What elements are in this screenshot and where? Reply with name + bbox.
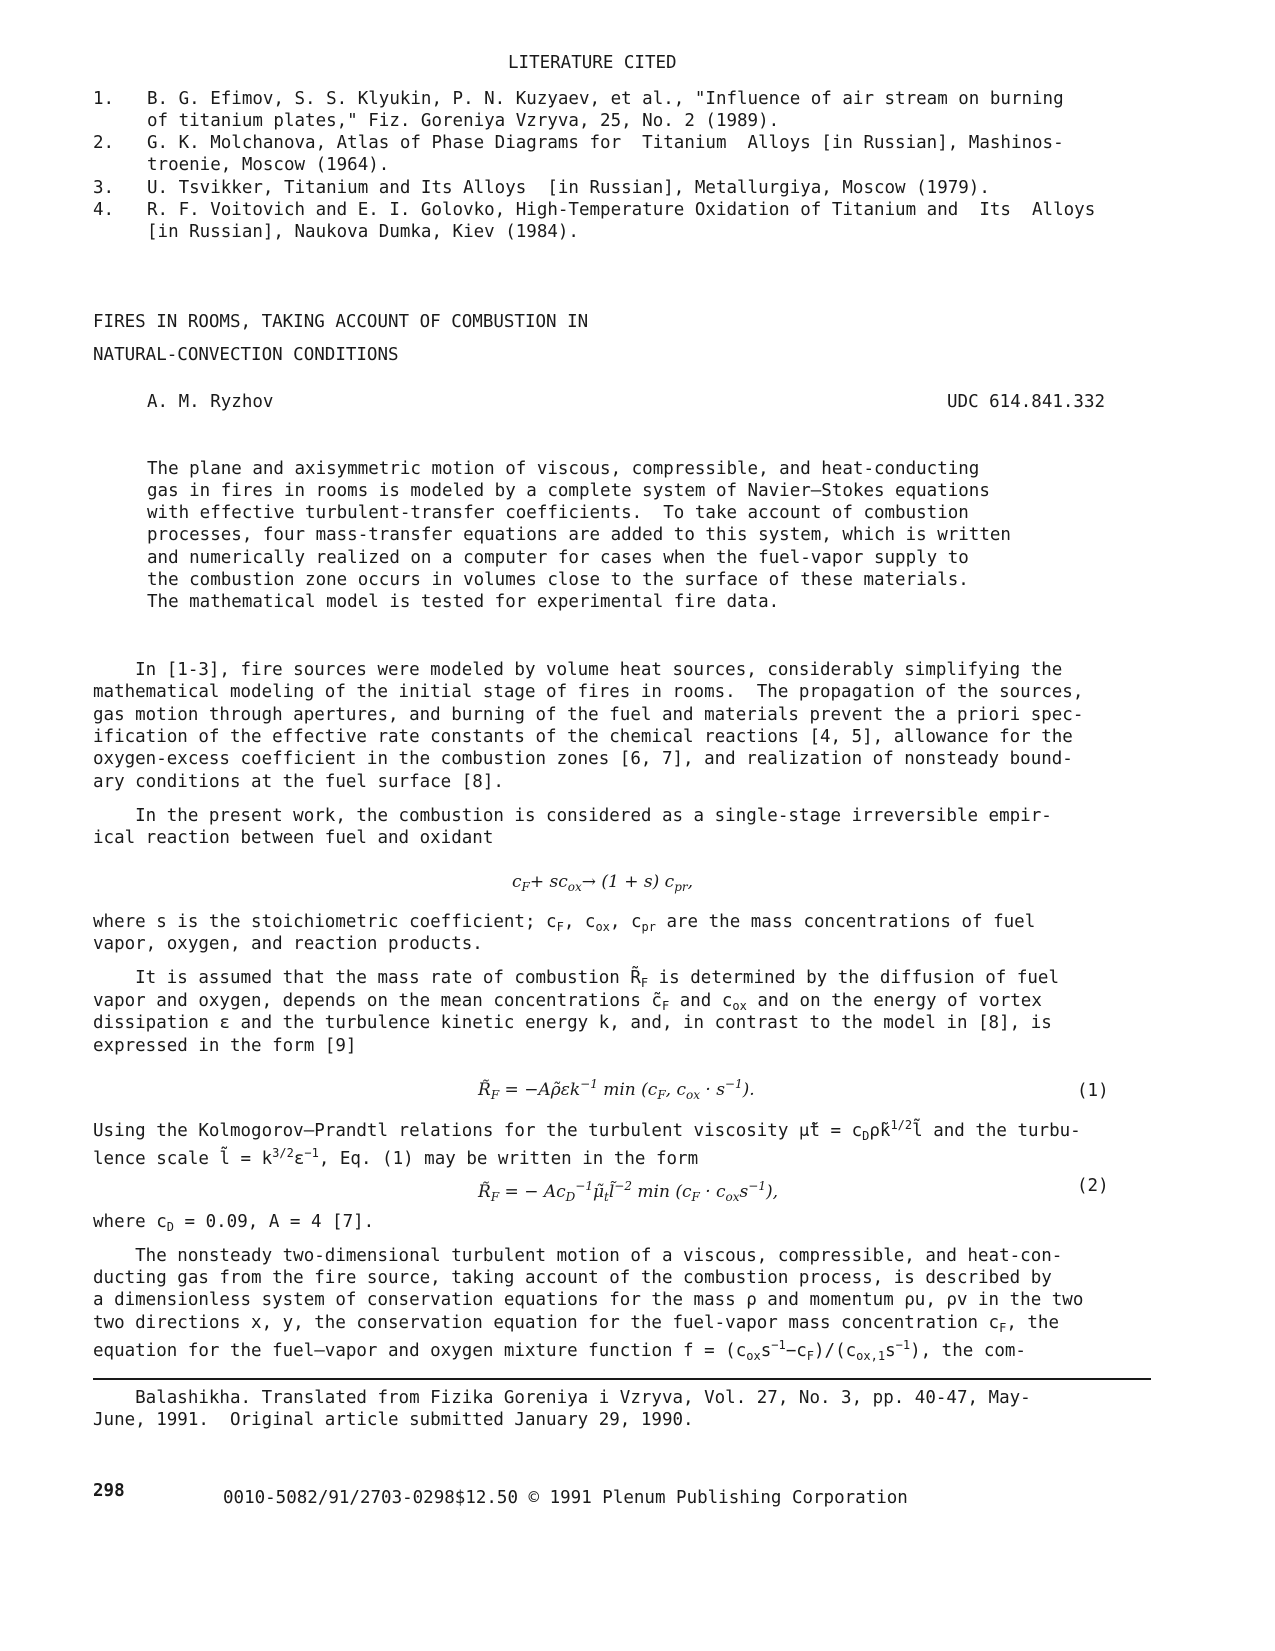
- body-line: vapor, oxygen, and reaction products.: [93, 934, 483, 954]
- body-line: dissipation ε and the turbulence kinetic energy k, and, in contrast to the model in [8], is: [93, 1013, 1052, 1033]
- abstract-line: with effective turbulent-transfer coefficients. To take account of combustion: [147, 503, 969, 523]
- reference-line: [in Russian], Naukova Dumka, Kiev (1984).: [147, 222, 579, 242]
- body-line: oxygen-excess coefficient in the combustion zones [6, 7], and realization of nonsteady bound-: [93, 749, 1073, 769]
- author: A. M. Ryzhov: [147, 392, 274, 412]
- body-line: It is assumed that the mass rate of combustion $R̃_F$ is determined by the diffusion of fuel: [93, 968, 1060, 990]
- body-line: The nonsteady two-dimensional turbulent motion of a viscous, compressible, and heat-con-: [93, 1246, 1063, 1266]
- footnote-line: June, 1991. Original article submitted January 29, 1990.: [93, 1410, 694, 1430]
- copyright-line: 0010-5082/91/2703-0298$12.50 © 1991 Plenum Publishing Corporation: [223, 1488, 908, 1508]
- reference-line: of titanium plates," Fiz. Goreniya Vzryva, 25, No. 2 (1989).: [147, 111, 780, 131]
- abstract-line: gas in fires in rooms is modeled by a complete system of Navier—Stokes equations: [147, 481, 990, 501]
- body-line: two directions x, y, the conservation equation for the fuel-vapor mass concentration $c_F$, the: [93, 1313, 1060, 1335]
- reference-line: U. Tsvikker, Titanium and Its Alloys [in Russian], Metallurgiya, Moscow (1979).: [147, 178, 990, 198]
- article-title-line: FIRES IN ROOMS, TAKING ACCOUNT OF COMBUSTION IN: [93, 312, 589, 332]
- equation-number: (2): [1077, 1176, 1109, 1196]
- equation-2: $R̃_F$ = − $Ac_D^{-1}\mũ_tl̃^{-2}$ $\min (c_F \cdot c_{ox}s^{-1})$,: [478, 1179, 779, 1204]
- reference-number: 2.: [93, 133, 115, 153]
- body-line: vapor and oxygen, depends on the mean concentrations $c̃_F$ and $c_{ox}$ and on the energy of vortex: [93, 991, 1042, 1013]
- abstract-line: The mathematical model is tested for experimental fire data.: [147, 592, 780, 612]
- body-line: gas motion through apertures, and burning of the fuel and materials prevent the a priori spec-: [93, 705, 1084, 725]
- abstract-line: and numerically realized on a computer for cases when the fuel-vapor supply to: [147, 548, 969, 568]
- body-line: In the present work, the combustion is considered as a single-stage irreversible empir-: [93, 806, 1052, 826]
- abstract-line: processes, four mass-transfer equations are added to this system, which is written: [147, 525, 1011, 545]
- body-line: ification of the effective rate constants of the chemical reactions [4, 5], allowance for the: [93, 727, 1073, 747]
- reaction-equation: $c_F+ sc_{ox}\to (1 + s)$ $c_{pr}$,: [512, 872, 694, 894]
- body-line: mathematical modeling of the initial stage of fires in rooms. The propagation of the sources,: [93, 682, 1084, 702]
- page-number: 298: [93, 1481, 125, 1501]
- body-line: a dimensionless system of conservation equations for the mass ρ and momentum ρu, ρv in the two: [93, 1290, 1084, 1310]
- reference-number: 4.: [93, 200, 115, 220]
- body-line: ical reaction between fuel and oxidant: [93, 828, 494, 848]
- body-line: lence scale l̃ = $k^{3/2}\varepsilon^{-1}$, Eq. (1) may be written in the form: [93, 1146, 699, 1169]
- body-line: equation for the fuel—vapor and oxygen mixture function $f = (c_{ox}s^{-1}-c_F)/(c_{ox,1}s^{-1})$, the com-: [93, 1338, 1026, 1363]
- reference-number: 3.: [93, 178, 115, 198]
- body-line: ary conditions at the fuel surface [8].: [93, 772, 504, 792]
- footnote-rule: [93, 1378, 1151, 1380]
- body-line: expressed in the form [9]: [93, 1036, 357, 1056]
- body-line: In [1-3], fire sources were modeled by volume heat sources, considerably simplifying the: [93, 660, 1063, 680]
- reference-line: troenie, Moscow (1964).: [147, 155, 390, 175]
- body-line: where $c_D = 0.09$, A = 4 [7].: [93, 1212, 375, 1234]
- udc-code: UDC 614.841.332: [947, 392, 1106, 412]
- article-title-line: NATURAL-CONVECTION CONDITIONS: [93, 345, 399, 365]
- abstract-line: The plane and axisymmetric motion of viscous, compressible, and heat-conducting: [147, 459, 980, 479]
- reference-line: G. K. Molchanova, Atlas of Phase Diagrams for Titanium Alloys [in Russian], Mashinos-: [147, 133, 1064, 153]
- reference-line: R. F. Voitovich and E. I. Golovko, High-Temperature Oxidation of Titanium and Its Alloys: [147, 200, 1096, 220]
- literature-heading: LITERATURE CITED: [508, 53, 677, 73]
- body-line: Using the Kolmogorov—Prandtl relations for the turbulent viscosity μ̃t = $c_D\rhõk^{1/2}l̃$ and the turbu-: [93, 1118, 1081, 1143]
- body-line: where s is the stoichiometric coefficient; $c_F$, $c_{ox}$, $c_{pr}$ are the mass concentrations of fuel: [93, 912, 1036, 934]
- footnote-line: Balashikha. Translated from Fizika Goreniya i Vzryva, Vol. 27, No. 3, pp. 40-47, May-: [93, 1388, 1031, 1408]
- equation-number: (1): [1077, 1081, 1109, 1101]
- equation-1: $R̃_F$ = $-A\rhõ\varepsilon k^{-1}$ $\min (c_F$, $c_{ox} \cdot s^{-1}$).: [478, 1077, 755, 1102]
- body-line: ducting gas from the fire source, taking account of the combustion process, is described by: [93, 1268, 1052, 1288]
- reference-line: B. G. Efimov, S. S. Klyukin, P. N. Kuzyaev, et al., "Influence of air stream on burning: [147, 89, 1064, 109]
- abstract-line: the combustion zone occurs in volumes close to the surface of these materials.: [147, 570, 969, 590]
- reference-number: 1.: [93, 89, 115, 109]
